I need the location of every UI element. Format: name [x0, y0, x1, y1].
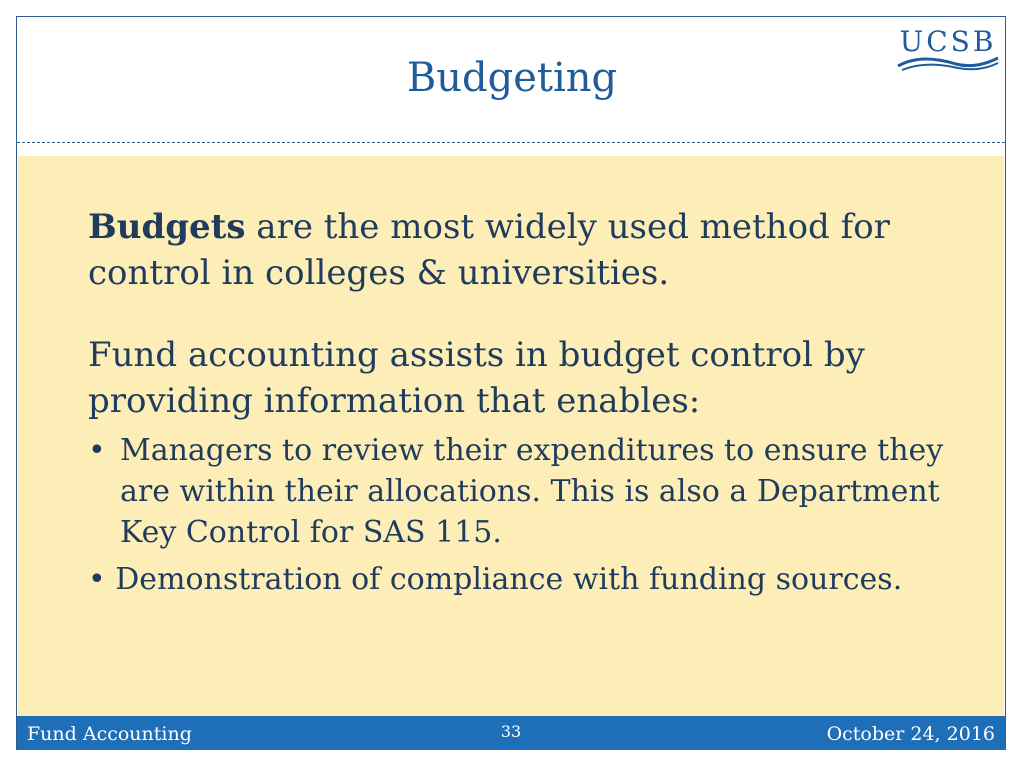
bullet-text: Demonstration of compliance with funding sources.: [105, 562, 903, 597]
paragraph-fund-accounting: Fund accounting assists in budget control by providing information that enables:: [88, 335, 865, 421]
footer-bar: [17, 716, 1005, 750]
bold-term: Budgets: [88, 207, 246, 247]
bullet-item: [88, 559, 948, 600]
ucsb-logo: [896, 26, 1000, 74]
page-number: 33: [500, 722, 522, 741]
bullet-icon: •: [88, 433, 106, 468]
footer-course-name: Fund Accounting: [27, 723, 192, 745]
content-area: [18, 156, 1004, 716]
bullet-text: Managers to review their expenditures to ensure they are within their allocations. This is also a Department Key Control for SAS 115.: [120, 433, 944, 550]
paragraph-budgets: [88, 204, 948, 296]
title-divider: [17, 142, 1005, 143]
slide-title: Budgeting: [406, 55, 618, 101]
logo-text: UCSB: [899, 25, 997, 58]
footer-date: October 24, 2016: [826, 723, 995, 745]
wave-icon: [896, 54, 1000, 74]
bullet-item: [88, 430, 948, 553]
bullet-icon: •: [88, 562, 106, 597]
paragraph-budgets-text: are the most widely used method for control in colleges & universities.: [88, 207, 890, 293]
